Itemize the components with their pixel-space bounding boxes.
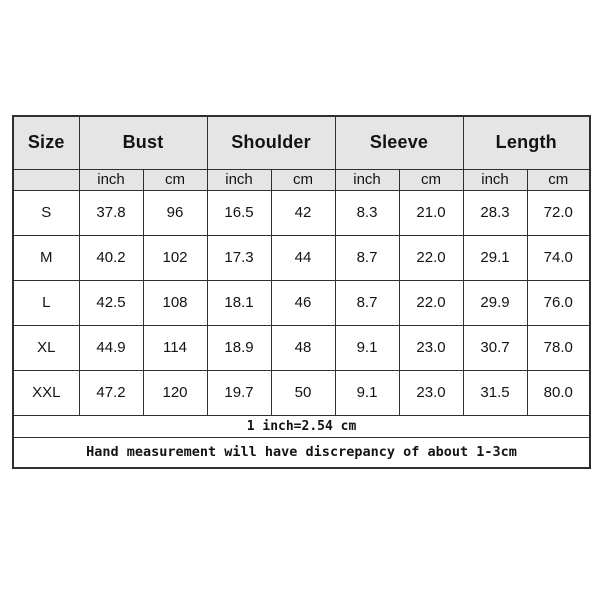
size-label: L	[13, 280, 79, 325]
table-row-s	[13, 190, 590, 235]
units-empty-cell	[13, 169, 79, 190]
value-cell: 22.0	[399, 235, 463, 280]
table-row-xl	[13, 325, 590, 370]
value-cell: 120	[143, 370, 207, 415]
value-cell: 102	[143, 235, 207, 280]
header-bust: Bust	[79, 116, 207, 169]
value-cell: 78.0	[527, 325, 590, 370]
value-cell: 23.0	[399, 325, 463, 370]
table-row-xxl	[13, 370, 590, 415]
header-size: Size	[13, 116, 79, 169]
value-cell: 8.7	[335, 235, 399, 280]
unit-label: cm	[143, 169, 207, 190]
unit-label: inch	[79, 169, 143, 190]
value-cell: 18.9	[207, 325, 271, 370]
value-cell: 80.0	[527, 370, 590, 415]
value-cell: 18.1	[207, 280, 271, 325]
value-cell: 28.3	[463, 190, 527, 235]
value-cell: 30.7	[463, 325, 527, 370]
unit-label: cm	[399, 169, 463, 190]
value-cell: 37.8	[79, 190, 143, 235]
value-cell: 47.2	[79, 370, 143, 415]
measurement-note: Hand measurement will have discrepancy of about 1-3cm	[13, 437, 590, 468]
value-cell: 40.2	[79, 235, 143, 280]
value-cell: 9.1	[335, 370, 399, 415]
value-cell: 72.0	[527, 190, 590, 235]
value-cell: 16.5	[207, 190, 271, 235]
header-shoulder: Shoulder	[207, 116, 335, 169]
size-label: XXL	[13, 370, 79, 415]
value-cell: 46	[271, 280, 335, 325]
value-cell: 48	[271, 325, 335, 370]
group-header-row	[13, 116, 590, 169]
value-cell: 22.0	[399, 280, 463, 325]
value-cell: 108	[143, 280, 207, 325]
value-cell: 42.5	[79, 280, 143, 325]
value-cell: 29.9	[463, 280, 527, 325]
table-row-l	[13, 280, 590, 325]
value-cell: 31.5	[463, 370, 527, 415]
value-cell: 21.0	[399, 190, 463, 235]
conversion-note: 1 inch=2.54 cm	[13, 415, 590, 437]
value-cell: 50	[271, 370, 335, 415]
value-cell: 96	[143, 190, 207, 235]
value-cell: 42	[271, 190, 335, 235]
unit-label: inch	[463, 169, 527, 190]
size-label: XL	[13, 325, 79, 370]
value-cell: 44	[271, 235, 335, 280]
size-label: S	[13, 190, 79, 235]
size-label: M	[13, 235, 79, 280]
value-cell: 44.9	[79, 325, 143, 370]
value-cell: 8.7	[335, 280, 399, 325]
value-cell: 29.1	[463, 235, 527, 280]
value-cell: 114	[143, 325, 207, 370]
table-row-m	[13, 235, 590, 280]
value-cell: 76.0	[527, 280, 590, 325]
measurement-note-row	[13, 437, 590, 468]
units-header-row	[13, 169, 590, 190]
header-sleeve: Sleeve	[335, 116, 463, 169]
size-chart-table	[12, 115, 591, 469]
value-cell: 8.3	[335, 190, 399, 235]
unit-label: cm	[271, 169, 335, 190]
header-length: Length	[463, 116, 590, 169]
unit-label: inch	[207, 169, 271, 190]
unit-label: cm	[527, 169, 590, 190]
conversion-note-row	[13, 415, 590, 437]
value-cell: 23.0	[399, 370, 463, 415]
value-cell: 17.3	[207, 235, 271, 280]
value-cell: 19.7	[207, 370, 271, 415]
unit-label: inch	[335, 169, 399, 190]
value-cell: 74.0	[527, 235, 590, 280]
value-cell: 9.1	[335, 325, 399, 370]
